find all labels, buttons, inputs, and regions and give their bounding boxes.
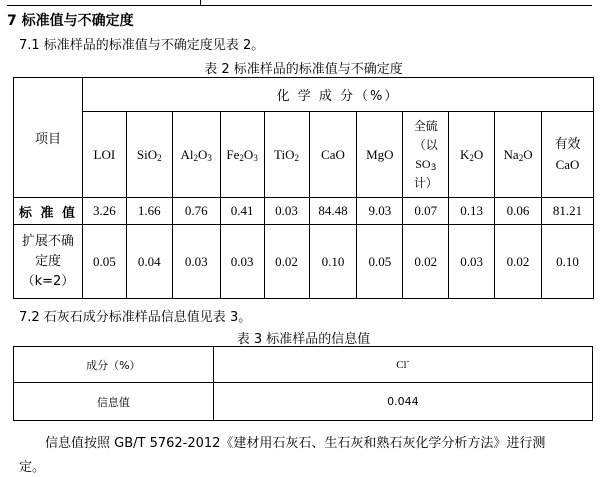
uncertainty-cell: 0.02 <box>264 225 309 299</box>
uncertainty-cell: 0.05 <box>82 225 126 299</box>
info-value-label: 信息值 <box>14 383 214 421</box>
standard-values-table <box>13 77 594 299</box>
previous-table-bottom <box>7 0 592 6</box>
std-value-cell: 3.26 <box>82 198 126 225</box>
col-header-na2o: $Na_2O$ <box>495 112 542 198</box>
std-value-cell: 0.41 <box>220 198 264 225</box>
table3-caption: 表 3 标准样品的信息值 <box>236 332 371 347</box>
col-header-fe2o3: $Fe_2O_3$ <box>220 112 264 198</box>
uncertainty-cell: 0.02 <box>495 225 542 299</box>
col-header-al2o3: $Al_2O_3$ <box>172 112 220 198</box>
std-value-label: 标 准 值 <box>14 198 83 225</box>
col-header-mgo: MgO <box>357 112 403 198</box>
uncertainty-cell: 0.02 <box>403 225 449 299</box>
chemical-composition-header: 化 学 成 分（%） <box>82 78 593 112</box>
std-value-cell: 0.76 <box>172 198 220 225</box>
component-value: Cl- <box>213 347 592 383</box>
col-header-effective-cao: 有效 CaO <box>542 112 594 198</box>
std-value-cell: 84.48 <box>309 198 357 225</box>
std-value-cell: 1.66 <box>126 198 172 225</box>
std-value-cell: 81.21 <box>542 198 594 225</box>
std-value-cell: 0.07 <box>403 198 449 225</box>
component-label: 成分（%） <box>14 347 214 383</box>
uncertainty-label: 扩展不确 定度 （k=2） <box>14 225 83 299</box>
uncertainty-cell: 0.05 <box>357 225 403 299</box>
std-value-row <box>14 198 594 225</box>
uncertainty-cell: 0.04 <box>126 225 172 299</box>
paragraph-7-2: 7.2 石灰石成分标准样品信息值见表 3。 <box>19 310 252 325</box>
std-value-cell: 0.06 <box>495 198 542 225</box>
info-value: 0.044 <box>213 383 592 421</box>
uncertainty-cell: 0.03 <box>220 225 264 299</box>
col-header-tio2: TiO$_2$ <box>264 112 309 198</box>
std-value-cell: 9.03 <box>357 198 403 225</box>
paragraph-7-1: 7.1 标准样品的标准值与不确定度见表 2。 <box>19 38 265 53</box>
note-line-2: 定。 <box>19 460 46 475</box>
col-header-sio2: SiO$_2$ <box>126 112 172 198</box>
item-header: 项目 <box>14 78 83 198</box>
col-header-cao: CaO <box>309 112 357 198</box>
note-line-1: 信息值按照 GB/T 5762-2012《建材用石灰石、生石灰和熟石灰化学分析方法》进行测 <box>45 436 546 451</box>
section-heading: 7 标准值与不确定度 <box>7 13 134 29</box>
col-header-loi: LOI <box>82 112 126 198</box>
table2-caption: 表 2 标准样品的标准值与不确定度 <box>204 62 403 77</box>
uncertainty-cell: 0.03 <box>449 225 495 299</box>
uncertainty-cell: 0.03 <box>172 225 220 299</box>
std-value-cell: 0.13 <box>449 198 495 225</box>
uncertainty-row <box>14 225 594 299</box>
information-values-table <box>13 346 593 421</box>
col-header-total-sulfur: 全硫 （以 $SO_3$ 计） <box>403 112 449 198</box>
col-header-k2o: $K_2O$ <box>449 112 495 198</box>
uncertainty-cell: 0.10 <box>309 225 357 299</box>
std-value-cell: 0.03 <box>264 198 309 225</box>
uncertainty-cell: 0.10 <box>542 225 594 299</box>
